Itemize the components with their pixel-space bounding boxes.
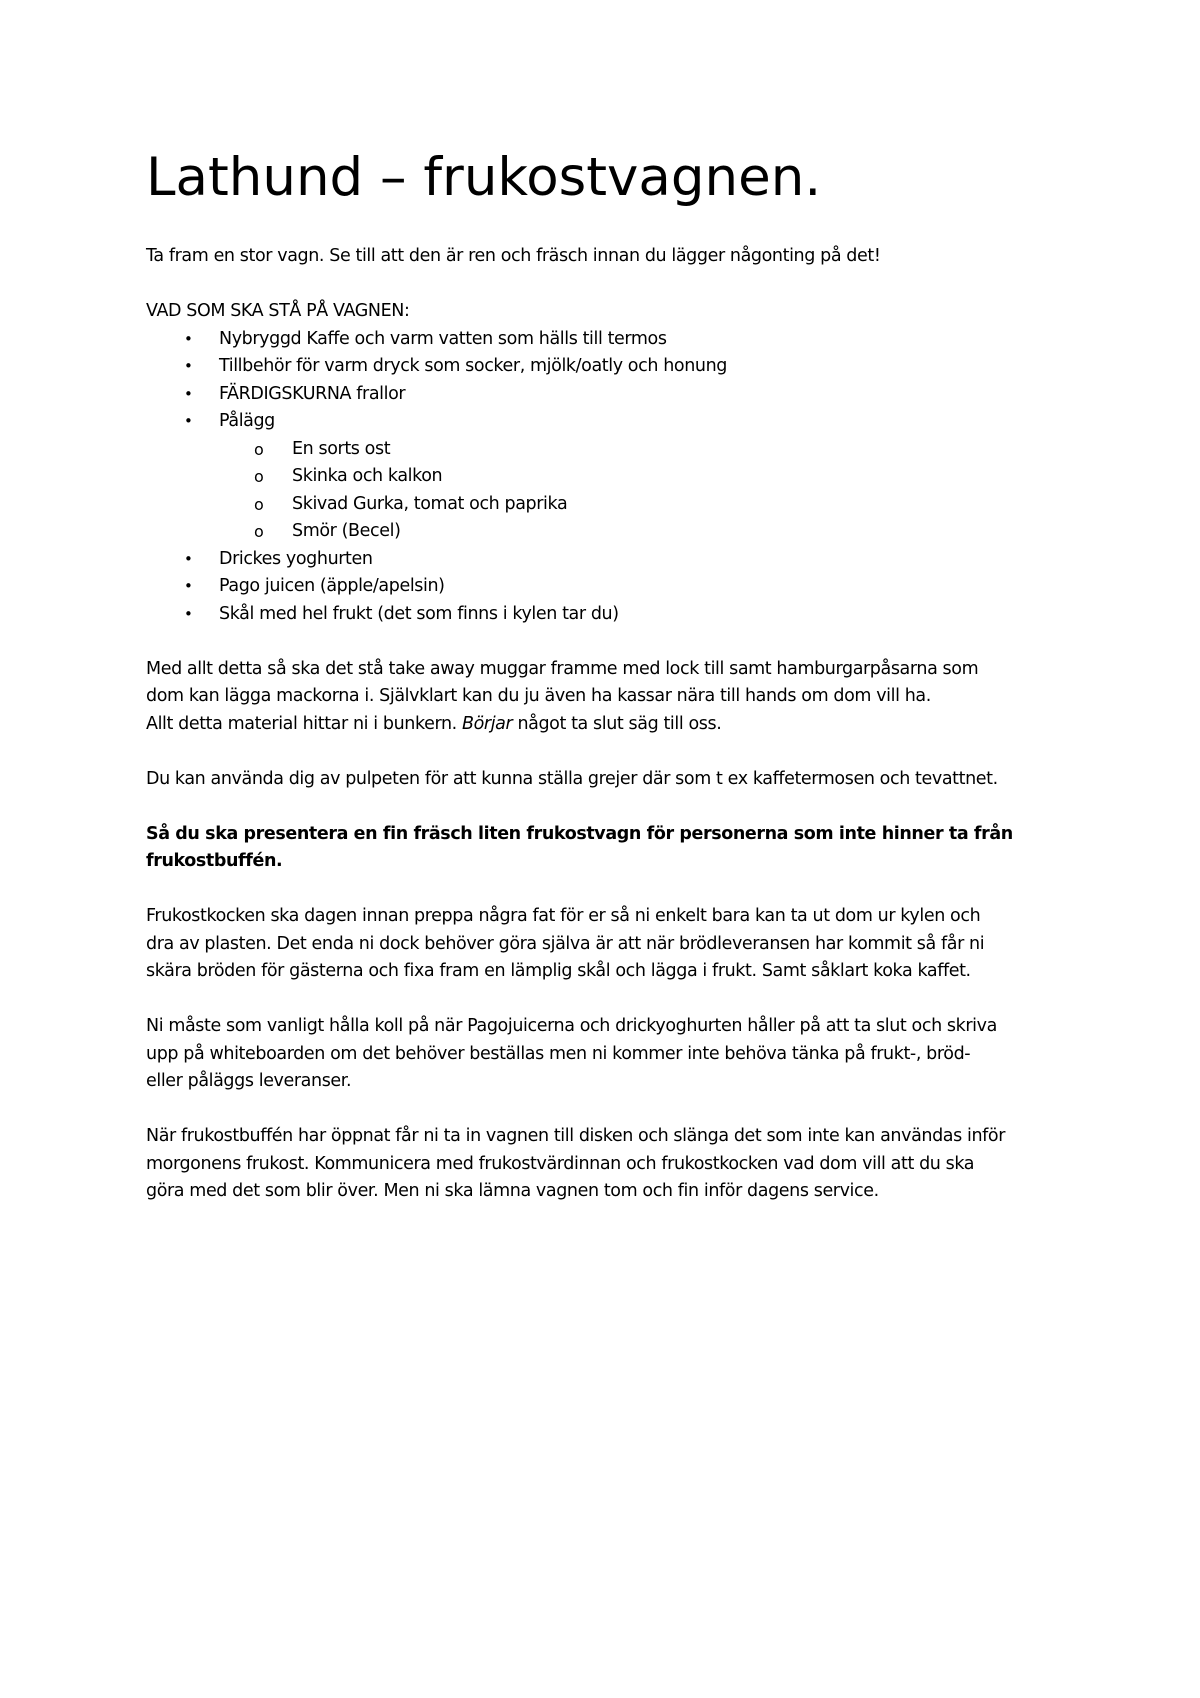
bullet-icon: • (184, 329, 193, 348)
list-item (146, 353, 1066, 381)
bullet-icon: • (184, 357, 193, 375)
list-item-text: FÄRDIGSKURNA frallor (219, 383, 406, 404)
spacer (146, 793, 1066, 821)
text-span: Allt detta material hittar ni i bunkern. (146, 713, 462, 734)
paragraph-line: eller påläggs leveranser. (146, 1071, 352, 1091)
paragraph-line: Frukostkocken ska dagen innan preppa några fat för er så ni enkelt bara kan ta ut dom ur kylen och (146, 906, 981, 926)
list-item-text: Pålägg (219, 411, 275, 431)
paragraph-line: Med allt detta så ska det stå take away muggar framme med lock till samt hamburgarpåsarna som (146, 658, 979, 679)
list-item-text: Pago juicen (äpple/apelsin) (219, 576, 445, 596)
sub-list-item-text: En sorts ost (292, 438, 391, 459)
list-item (146, 601, 1066, 629)
sub-list-item-text: Skinka och kalkon (292, 466, 443, 486)
spacer (146, 738, 1066, 766)
bullet-icon: • (184, 412, 193, 430)
paragraph-line: När frukostbuffén har öppnat får ni ta in vagnen till disken och slänga det som inte kan användas inför (146, 1126, 1006, 1146)
list-item (146, 546, 1066, 574)
bullet-icon: • (184, 549, 193, 568)
bullet-icon: • (184, 604, 193, 623)
paragraph-line: skära bröden för gästerna och fixa fram en lämplig skål och lägga i frukt. Samt såklart koka kaffet. (146, 961, 971, 981)
list-item-text: Tillbehör för varm dryck som socker, mjölk/oatly och honung (219, 356, 727, 376)
list-item-text: Skål med hel frukt (det som finns i kylen tar du) (219, 603, 619, 624)
topping-sublist (219, 436, 1066, 546)
paragraph-chef-prep (146, 903, 1066, 986)
paragraph-line: dra av plasten. Det enda ni dock behöver göra själva är att när brödleveransen har kommit så får ni (146, 933, 985, 954)
list-item (146, 381, 1066, 409)
sub-list-item (146, 518, 1066, 546)
paragraph-stock-check (146, 1013, 1066, 1096)
document-body (146, 140, 1066, 1206)
paragraph-line: upp på whiteboarden om det behöver beställas men ni kommer inte behöva tänka på frukt-, bröd- (146, 1043, 971, 1064)
sub-list-item-text: Skivad Gurka, tomat och paprika (292, 493, 568, 514)
sub-list-item (146, 463, 1066, 491)
paragraph-materials (146, 656, 1066, 739)
bullet-icon: • (184, 577, 193, 595)
list-item-text: Drickes yoghurten (219, 548, 373, 569)
paragraph-cleanup (146, 1123, 1066, 1206)
text-span: något ta slut säg till oss. (512, 713, 722, 734)
bullet-icon: • (184, 384, 193, 403)
paragraph-line: Så du ska presentera en fin fräsch liten frukostvagn för personerna som inte hinner ta från (146, 823, 1013, 844)
list-item (146, 408, 1066, 546)
paragraph-line: frukostbuffén. (146, 851, 283, 871)
paragraph-line: Ni måste som vanligt hålla koll på när Pagojuicerna och drickyoghurten håller på att ta slut och skriva (146, 1016, 997, 1036)
paragraph-line (146, 711, 1066, 739)
sub-bullet-icon: o (254, 494, 264, 514)
sub-list-item-text: Smör (Becel) (292, 521, 401, 541)
list-item-text: Nybryggd Kaffe och varm vatten som hälls till termos (219, 328, 667, 349)
list-heading: VAD SOM SKA STÅ PÅ VAGNEN: (146, 301, 410, 321)
sub-list-item (146, 491, 1066, 519)
paragraph-summary-bold (146, 821, 1066, 876)
sub-bullet-icon: o (254, 467, 264, 486)
paragraph-line: dom kan lägga mackorna i. Självklart kan du ju även ha kassar nära till hands om dom vill ha. (146, 686, 931, 706)
cart-items-list (146, 326, 1066, 629)
intro-paragraph: Ta fram en stor vagn. Se till att den är ren och fräsch innan du lägger någonting på det! (146, 246, 881, 266)
spacer (146, 986, 1066, 1014)
paragraph-line: göra med det som blir över. Men ni ska lämna vagnen tom och fin inför dagens service. (146, 1181, 879, 1201)
sub-bullet-icon: o (254, 522, 264, 541)
spacer (146, 876, 1066, 904)
list-item (146, 573, 1066, 601)
sub-list-item (146, 436, 1066, 464)
sub-bullet-icon: o (254, 439, 264, 459)
document-title: Lathund – frukostvagnen. (146, 147, 822, 208)
list-item (146, 326, 1066, 354)
spacer (146, 271, 1066, 299)
italic-text: Börjar (461, 713, 513, 734)
spacer (146, 1096, 1066, 1124)
spacer (146, 628, 1066, 656)
paragraph-line: morgonens frukost. Kommunicera med frukostvärdinnan och frukostkocken vad dom vill att du ska (146, 1153, 975, 1174)
paragraph-pulpet: Du kan använda dig av pulpeten för att kunna ställa grejer där som t ex kaffetermosen och tevattnet. (146, 768, 998, 789)
